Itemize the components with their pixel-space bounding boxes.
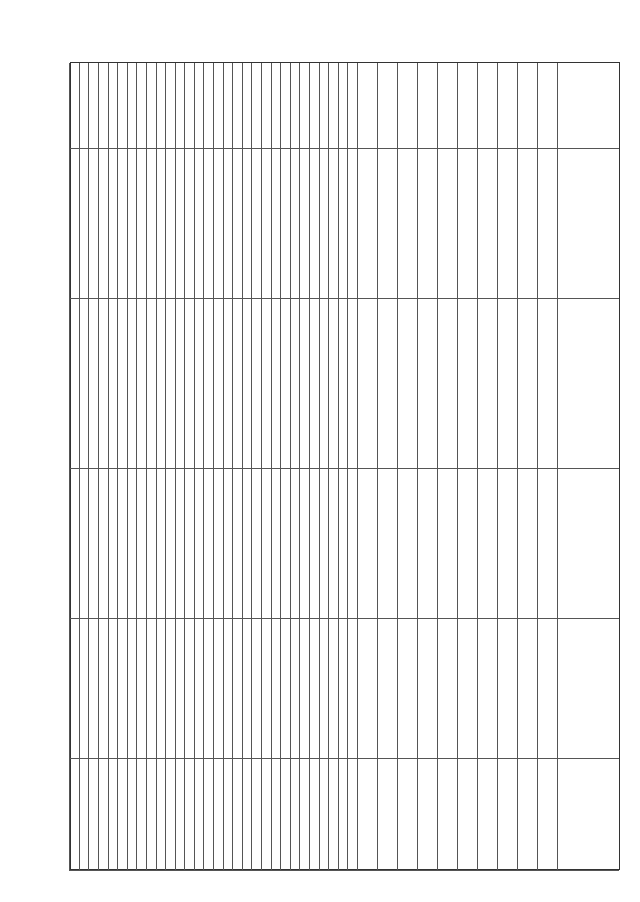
locality-cell — [79, 619, 89, 759]
district-cell — [299, 299, 309, 469]
row-number-cell — [156, 63, 166, 149]
district-cell — [69, 299, 79, 469]
locality-cell — [271, 619, 281, 759]
subject-cell — [79, 149, 89, 299]
district-cell — [357, 299, 377, 469]
communication-cell — [108, 759, 118, 871]
locality-cell — [127, 619, 137, 759]
district-cell — [537, 299, 557, 469]
subject-cell — [299, 149, 309, 299]
header-locality — [557, 619, 619, 759]
district-cell — [136, 299, 146, 469]
communication-cell — [146, 759, 156, 871]
communication-cell — [223, 759, 233, 871]
district-cell — [127, 299, 137, 469]
row-number-cell — [328, 63, 338, 149]
settlement-cell — [338, 469, 348, 619]
settlement-cell — [290, 469, 300, 619]
district-cell — [280, 299, 290, 469]
locality-cell — [204, 619, 214, 759]
locality-cell — [194, 619, 204, 759]
settlement-cell — [299, 469, 309, 619]
settlement-cell — [517, 469, 537, 619]
communication-cell — [156, 759, 166, 871]
row-number-cell — [242, 63, 252, 149]
settlement-cell — [309, 469, 319, 619]
district-cell — [79, 299, 89, 469]
settlement-cell — [69, 469, 79, 619]
row-number-cell — [117, 63, 127, 149]
row-number-cell — [319, 63, 329, 149]
district-cell — [338, 299, 348, 469]
settlement-cell — [437, 469, 457, 619]
row-number-cell — [290, 63, 300, 149]
district-cell — [213, 299, 223, 469]
subject-cell — [242, 149, 252, 299]
locality-cell — [136, 619, 146, 759]
settlement-cell — [280, 469, 290, 619]
settlement-cell — [357, 469, 377, 619]
subject-cell — [88, 149, 98, 299]
locality-cell — [328, 619, 338, 759]
settlement-cell — [397, 469, 417, 619]
subject-cell — [98, 149, 108, 299]
locality-cell — [319, 619, 329, 759]
row-number-cell — [88, 63, 98, 149]
locality-cell — [299, 619, 309, 759]
subject-cell — [213, 149, 223, 299]
locality-cell — [175, 619, 185, 759]
subject-cell — [108, 149, 118, 299]
row-number-cell — [136, 63, 146, 149]
row-number-cell — [377, 63, 397, 149]
locality-cell — [165, 619, 175, 759]
row-number-cell — [251, 63, 261, 149]
district-cell — [271, 299, 281, 469]
subject-cell — [347, 149, 357, 299]
subject-cell — [271, 149, 281, 299]
row-number-cell — [347, 63, 357, 149]
communication-cell — [377, 759, 397, 871]
communication-cell — [517, 759, 537, 871]
locality-cell — [146, 619, 156, 759]
subject-cell — [437, 149, 457, 299]
row-number-cell — [309, 63, 319, 149]
settlement-cell — [261, 469, 271, 619]
communication-cell — [299, 759, 309, 871]
subject-cell — [117, 149, 127, 299]
row-number-cell — [417, 63, 437, 149]
header-settlement — [557, 469, 619, 619]
header-district — [557, 299, 619, 469]
communication-cell — [417, 759, 437, 871]
subject-cell — [204, 149, 214, 299]
settlement-cell — [117, 469, 127, 619]
settlement-cell — [108, 469, 118, 619]
row-number-cell — [108, 63, 118, 149]
subject-cell — [136, 149, 146, 299]
district-cell — [377, 299, 397, 469]
district-cell — [517, 299, 537, 469]
settlement-cell — [165, 469, 175, 619]
subject-cell — [309, 149, 319, 299]
district-cell — [98, 299, 108, 469]
row-number-cell — [213, 63, 223, 149]
communication-cell — [319, 759, 329, 871]
locality-cell — [213, 619, 223, 759]
locality-cell — [232, 619, 242, 759]
settlement-cell — [537, 469, 557, 619]
locality-cell — [98, 619, 108, 759]
subject-cell — [127, 149, 137, 299]
district-cell — [347, 299, 357, 469]
district-cell — [290, 299, 300, 469]
communication-cell — [477, 759, 497, 871]
settlement-cell — [347, 469, 357, 619]
settlement-cell — [457, 469, 477, 619]
district-cell — [477, 299, 497, 469]
locality-cell — [347, 619, 357, 759]
locality-cell — [108, 619, 118, 759]
settlement-cell — [497, 469, 517, 619]
communication-cell — [117, 759, 127, 871]
communication-cell — [194, 759, 204, 871]
subject-cell — [328, 149, 338, 299]
subject-cell — [194, 149, 204, 299]
row-number-cell — [261, 63, 271, 149]
district-cell — [309, 299, 319, 469]
locality-cell — [417, 619, 437, 759]
locality-cell — [242, 619, 252, 759]
row-number-cell — [437, 63, 457, 149]
communication-cell — [271, 759, 281, 871]
communication-cell — [328, 759, 338, 871]
row-number-cell — [338, 63, 348, 149]
subject-cell — [457, 149, 477, 299]
settlement-cell — [98, 469, 108, 619]
communication-cell — [69, 759, 79, 871]
row-number-cell — [194, 63, 204, 149]
subject-cell — [397, 149, 417, 299]
row-number-cell — [204, 63, 214, 149]
communication-cell — [175, 759, 185, 871]
settlement-cell — [271, 469, 281, 619]
settlement-cell — [79, 469, 89, 619]
subject-cell — [223, 149, 233, 299]
communication-cell — [242, 759, 252, 871]
row-number-cell — [127, 63, 137, 149]
locality-cell — [397, 619, 417, 759]
locality-cell — [497, 619, 517, 759]
subject-cell — [184, 149, 194, 299]
settlement-cell — [204, 469, 214, 619]
district-cell — [223, 299, 233, 469]
locality-cell — [457, 619, 477, 759]
settlement-cell — [146, 469, 156, 619]
row-number-cell — [537, 63, 557, 149]
settlement-cell — [127, 469, 137, 619]
district-cell — [175, 299, 185, 469]
communication-cell — [397, 759, 417, 871]
locality-cell — [517, 619, 537, 759]
table-area — [70, 62, 620, 870]
locality-cell — [117, 619, 127, 759]
settlement-cell — [194, 469, 204, 619]
communication-cell — [232, 759, 242, 871]
communication-cell — [88, 759, 98, 871]
subject-cell — [175, 149, 185, 299]
row-number-cell — [69, 63, 79, 149]
row-number-cell — [98, 63, 108, 149]
locality-cell — [537, 619, 557, 759]
communication-cell — [290, 759, 300, 871]
subject-cell — [377, 149, 397, 299]
district-cell — [232, 299, 242, 469]
communication-cell — [251, 759, 261, 871]
row-number-cell — [497, 63, 517, 149]
settlement-cell — [88, 469, 98, 619]
locality-cell — [223, 619, 233, 759]
district-cell — [242, 299, 252, 469]
row-number-cell — [223, 63, 233, 149]
subject-cell — [497, 149, 517, 299]
locality-cell — [261, 619, 271, 759]
communication-cell — [437, 759, 457, 871]
subject-cell — [357, 149, 377, 299]
locality-cell — [69, 619, 79, 759]
communication-cell — [127, 759, 137, 871]
header-subject — [557, 149, 619, 299]
subject-cell — [319, 149, 329, 299]
settlement-cell — [251, 469, 261, 619]
settlement-cell — [417, 469, 437, 619]
subject-cell — [537, 149, 557, 299]
subject-cell — [477, 149, 497, 299]
row-number-cell — [517, 63, 537, 149]
settlements-table — [70, 62, 620, 870]
district-cell — [156, 299, 166, 469]
header-communication — [557, 759, 619, 871]
subject-cell — [251, 149, 261, 299]
locality-cell — [156, 619, 166, 759]
district-cell — [397, 299, 417, 469]
locality-cell — [280, 619, 290, 759]
locality-cell — [338, 619, 348, 759]
subject-cell — [338, 149, 348, 299]
settlement-cell — [377, 469, 397, 619]
row-number-cell — [232, 63, 242, 149]
district-cell — [108, 299, 118, 469]
subject-cell — [232, 149, 242, 299]
district-cell — [184, 299, 194, 469]
district-cell — [437, 299, 457, 469]
row-number-cell — [175, 63, 185, 149]
settlement-cell — [213, 469, 223, 619]
district-cell — [261, 299, 271, 469]
communication-cell — [347, 759, 357, 871]
district-cell — [165, 299, 175, 469]
communication-cell — [79, 759, 89, 871]
communication-cell — [457, 759, 477, 871]
row-number-cell — [184, 63, 194, 149]
district-cell — [146, 299, 156, 469]
district-cell — [117, 299, 127, 469]
communication-cell — [184, 759, 194, 871]
locality-cell — [477, 619, 497, 759]
district-cell — [328, 299, 338, 469]
communication-cell — [165, 759, 175, 871]
row-number-cell — [280, 63, 290, 149]
communication-cell — [136, 759, 146, 871]
locality-cell — [290, 619, 300, 759]
row-number-cell — [146, 63, 156, 149]
locality-cell — [377, 619, 397, 759]
header-row-number — [557, 63, 619, 149]
settlement-cell — [242, 469, 252, 619]
subject-cell — [156, 149, 166, 299]
communication-cell — [357, 759, 377, 871]
district-cell — [497, 299, 517, 469]
settlement-cell — [223, 469, 233, 619]
row-number-cell — [299, 63, 309, 149]
district-cell — [251, 299, 261, 469]
district-cell — [194, 299, 204, 469]
row-number-cell — [165, 63, 175, 149]
row-number-cell — [79, 63, 89, 149]
locality-cell — [357, 619, 377, 759]
locality-cell — [309, 619, 319, 759]
settlement-cell — [136, 469, 146, 619]
row-number-cell — [357, 63, 377, 149]
settlement-cell — [232, 469, 242, 619]
settlement-cell — [156, 469, 166, 619]
settlement-cell — [328, 469, 338, 619]
row-number-cell — [397, 63, 417, 149]
locality-cell — [251, 619, 261, 759]
settlement-cell — [175, 469, 185, 619]
subject-cell — [417, 149, 437, 299]
district-cell — [204, 299, 214, 469]
communication-cell — [261, 759, 271, 871]
row-number-cell — [477, 63, 497, 149]
district-cell — [417, 299, 437, 469]
row-number-cell — [457, 63, 477, 149]
subject-cell — [290, 149, 300, 299]
district-cell — [319, 299, 329, 469]
subject-cell — [280, 149, 290, 299]
settlement-cell — [319, 469, 329, 619]
settlement-cell — [184, 469, 194, 619]
subject-cell — [517, 149, 537, 299]
communication-cell — [338, 759, 348, 871]
row-number-cell — [271, 63, 281, 149]
locality-cell — [184, 619, 194, 759]
communication-cell — [309, 759, 319, 871]
communication-cell — [537, 759, 557, 871]
subject-cell — [69, 149, 79, 299]
subject-cell — [165, 149, 175, 299]
locality-cell — [437, 619, 457, 759]
district-cell — [88, 299, 98, 469]
settlement-cell — [477, 469, 497, 619]
communication-cell — [497, 759, 517, 871]
subject-cell — [261, 149, 271, 299]
subject-cell — [146, 149, 156, 299]
district-cell — [457, 299, 477, 469]
communication-cell — [204, 759, 214, 871]
communication-cell — [280, 759, 290, 871]
locality-cell — [88, 619, 98, 759]
communication-cell — [98, 759, 108, 871]
communication-cell — [213, 759, 223, 871]
